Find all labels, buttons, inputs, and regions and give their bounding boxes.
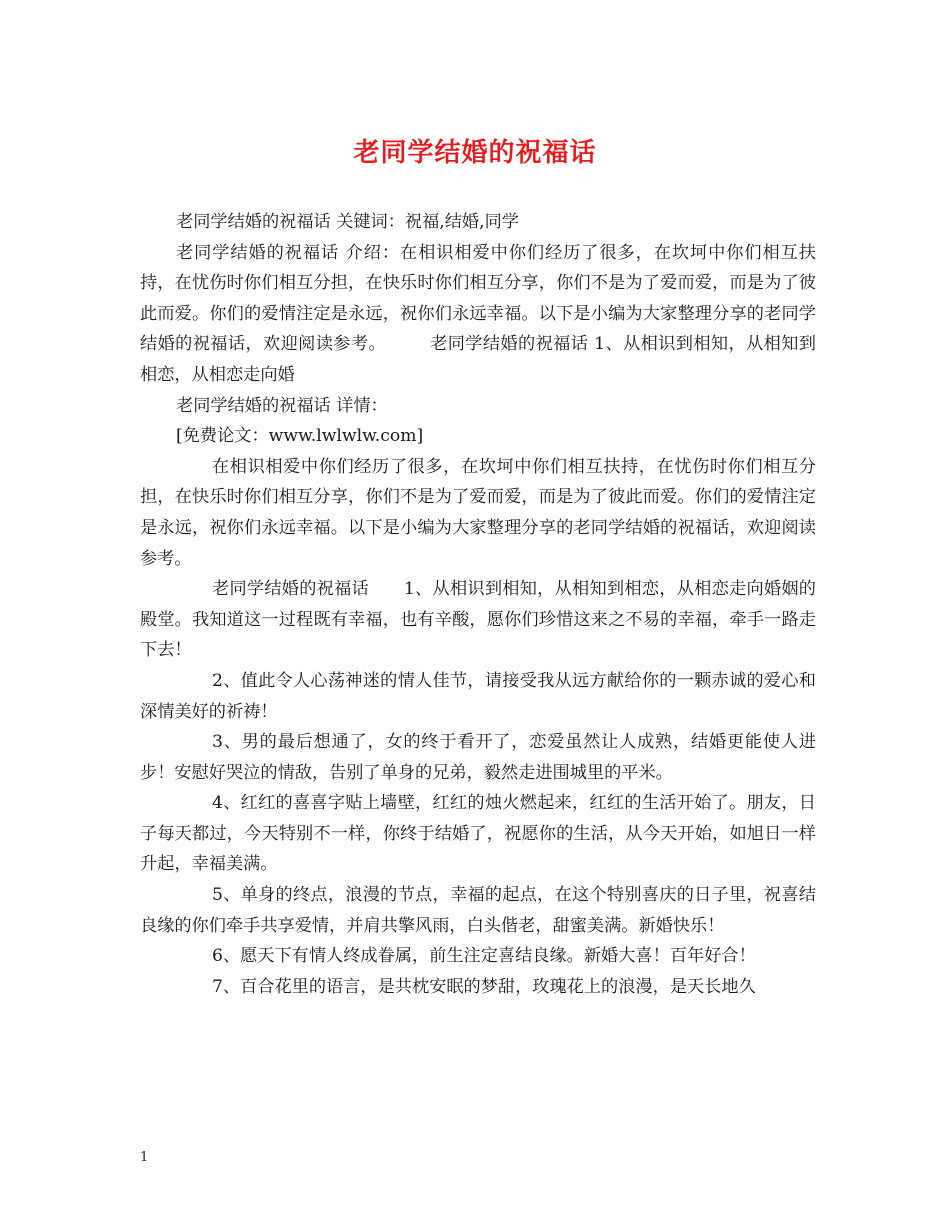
source-link-text: [免费论文：www.lwlwlw.com]: [176, 426, 424, 447]
page-number: 1: [140, 1150, 149, 1165]
blessing-item-2: 2、值此令人心荡神迷的情人佳节，请接受我从远方献给你的一颗赤诚的爱心和深情美好的祈祷！: [140, 670, 816, 722]
blessing-item-5: 5、单身的终点，浪漫的节点，幸福的起点，在这个特别喜庆的日子里，祝喜结良缘的你们牵手共享爱情，并肩共擎风雨，白头偕老，甜蜜美满。新婚快乐！: [140, 885, 816, 936]
keywords-paragraph: 老同学结婚的祝福话 关键词：祝福,结婚,同学: [176, 212, 519, 232]
blessing-item-6: 6、愿天下有情人终成眷属，前生注定喜结良缘。新婚大喜！百年好合！: [212, 946, 756, 967]
document-body: [140, 207, 816, 1002]
intro-paragraph: 老同学结婚的祝福话 介绍：在相识相爱中你们经历了很多，在坎坷中你们相互扶持，在忧伤时你们相互分担，在快乐时你们相互分享，你们不是为了爱而爱，而是为了彼此而爱。你们的爱情注定是永远，祝你们永远幸福。以下是小编为大家整理分享的老同学结婚的祝福话，欢迎阅读参考。 老同学结婚的祝福话 1、从相识到相知，从相知到相恋，从相恋走向婚: [140, 242, 816, 385]
page-title: 老同学结婚的祝福话: [353, 138, 597, 168]
blessing-item-1: 老同学结婚的祝福话 1、从相识到相知，从相知到相恋，从相恋走向婚姻的殿堂。我知道这一过程既有幸福，也有辛酸，愿你们珍惜这来之不易的幸福，牵手一路走下去！: [140, 579, 816, 661]
blessing-item-7: 7、百合花里的语言，是共枕安眠的梦甜，玫瑰花上的浪漫，是天长地久: [212, 976, 756, 997]
details-heading: 老同学结婚的祝福话 详情：: [176, 395, 388, 416]
body-paragraph-intro: 在相识相爱中你们经历了很多，在坎坷中你们相互扶持，在忧伤时你们相互分担，在快乐时你们相互分享，你们不是为了爱而爱，而是为了彼此而爱。你们的爱情注定是永远，祝你们永远幸福。以下是小编为大家整理分享的老同学结婚的祝福话，欢迎阅读参考。: [140, 456, 816, 569]
blessing-item-4: 4、红红的喜喜字贴上墙壁，红红的烛火燃起来，红红的生活开始了。朋友，日子每天都过，今天特别不一样，你终于结婚了，祝愿你的生活，从今天开始，如旭日一样升起，幸福美满。: [140, 793, 816, 875]
blessing-item-3: 3、男的最后想通了，女的终于看开了，恋爱虽然让人成熟，结婚更能使人进步！安慰好哭泣的情敌，告别了单身的兄弟，毅然走进围城里的平米。: [140, 732, 816, 783]
